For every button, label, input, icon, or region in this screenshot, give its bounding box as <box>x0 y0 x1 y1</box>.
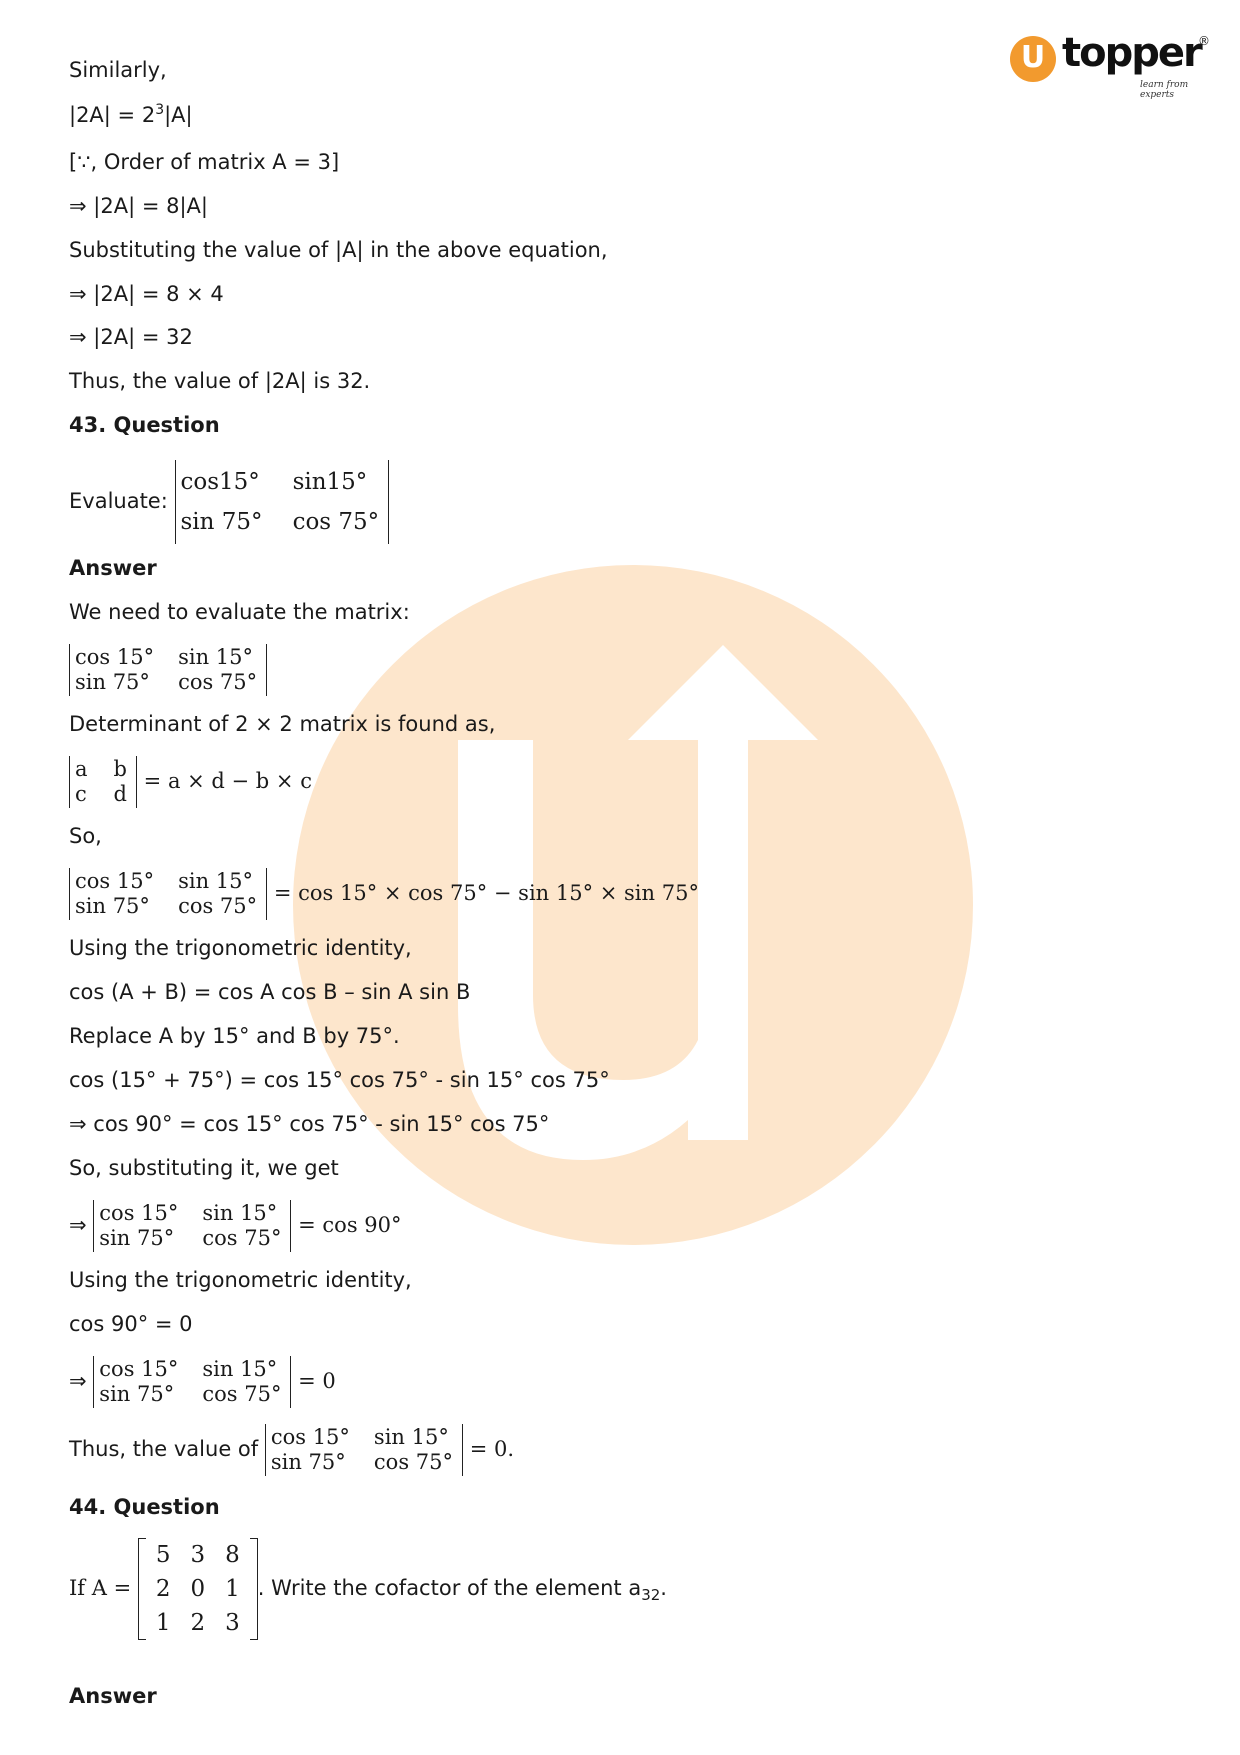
det-cell: cos 75° <box>178 894 258 918</box>
det-equals-cos90-line <box>69 1200 402 1252</box>
exponent: 3 <box>155 102 165 118</box>
matrix-cell: 2 <box>190 1610 206 1636</box>
det-cell: sin15° <box>292 469 368 495</box>
evaluate-line <box>69 460 389 544</box>
matrix-cell: 0 <box>190 1576 206 1602</box>
matrix-cell: 1 <box>225 1576 240 1602</box>
text-2a-lhs: |2A| = 2 <box>69 103 156 127</box>
text-if-a: If A = <box>69 1576 132 1600</box>
text-determinant-found: Determinant of 2 × 2 matrix is found as, <box>69 712 496 736</box>
text-thus-32: Thus, the value of |2A| is 32. <box>69 369 371 393</box>
text-cofactor: . Write the cofactor of the element a <box>257 1576 642 1600</box>
text-period: . <box>660 1576 667 1600</box>
text-evaluate: Evaluate: <box>69 489 168 513</box>
matrix-cell: 2 <box>155 1576 171 1602</box>
implies-arrow: ⇒ <box>69 1213 87 1237</box>
det-cell: cos 75° <box>292 509 380 535</box>
text-cos-90: ⇒ cos 90° = cos 15° cos 75° - sin 15° cos 75° <box>69 1112 550 1136</box>
question-44-heading: 44. Question <box>69 1495 220 1519</box>
det-cell: sin 75° <box>75 894 150 918</box>
question-43-heading: 43. Question <box>69 413 220 437</box>
det-cell: cos 75° <box>178 670 258 694</box>
det-cell: sin 75° <box>180 509 263 535</box>
det-cell: cos 15° <box>99 1357 179 1381</box>
det-cell: a <box>75 757 88 781</box>
expansion-formula: = cos 15° × cos 75° − sin 15° × sin 75° <box>273 881 699 905</box>
equals-cos90: = cos 90° <box>298 1213 402 1237</box>
determinant <box>69 644 267 696</box>
matrix-cell: 1 <box>155 1610 171 1636</box>
determinant <box>69 868 267 920</box>
text-cos90-zero: cos 90° = 0 <box>69 1312 193 1336</box>
text-using-identity-1: Using the trigonometric identity, <box>69 936 412 960</box>
det-equals-zero-line <box>69 1356 336 1408</box>
answer-44-heading: Answer <box>69 1684 157 1708</box>
element-subscript: 32 <box>641 1586 661 1605</box>
thus-value-line <box>69 1424 514 1476</box>
topper-logo <box>1010 30 1210 100</box>
text-abs-a: |A| <box>164 103 193 127</box>
text-so: So, <box>69 824 102 848</box>
matrix-cell: 5 <box>155 1542 171 1568</box>
det-cell: cos 75° <box>202 1382 282 1406</box>
det-cell: sin 15° <box>178 869 253 893</box>
det-cell: cos15° <box>180 469 260 495</box>
text-cos-sum-identity: cos (A + B) = cos A cos B – sin A sin B <box>69 980 471 1004</box>
text-similarly: Similarly, <box>69 58 167 82</box>
det-cell: cos 15° <box>270 1425 350 1449</box>
logo-wordmark: topper <box>1062 30 1201 76</box>
text-2a-8a: ⇒ |2A| = 8|A| <box>69 194 208 218</box>
text-thus-value: Thus, the value of <box>69 1437 259 1461</box>
det-cell: cos 15° <box>99 1201 179 1225</box>
det-cell: cos 75° <box>373 1450 453 1474</box>
det-cell: sin 15° <box>202 1201 278 1225</box>
registered-mark: ® <box>1198 34 1210 48</box>
det-cell: sin 75° <box>99 1382 175 1406</box>
text-using-identity-2: Using the trigonometric identity, <box>69 1268 412 1292</box>
text-substituting: Substituting the value of |A| in the above equation, <box>69 238 608 262</box>
logo-tagline: learn from experts <box>1140 80 1189 100</box>
formula-ad-bc: = a × d − b × c <box>143 769 312 793</box>
determinant-expansion-line <box>69 868 699 920</box>
matrix-cell: 3 <box>190 1542 206 1568</box>
answer-43-heading: Answer <box>69 556 157 580</box>
determinant <box>93 1356 291 1408</box>
det-cell: cos 15° <box>75 645 155 669</box>
text-2a-32: ⇒ |2A| = 32 <box>69 325 193 349</box>
matrix-cell: 3 <box>225 1610 240 1636</box>
determinant-abcd-line <box>69 756 312 808</box>
det-cell: cos 15° <box>75 869 155 893</box>
determinant <box>265 1424 463 1476</box>
text-order: [∵, Order of matrix A = 3] <box>69 150 340 174</box>
logo-mark: U <box>1010 36 1056 82</box>
text-substituting-get: So, substituting it, we get <box>69 1156 339 1180</box>
text-replace: Replace A by 15° and B by 75°. <box>69 1024 400 1048</box>
matrix-cell: 8 <box>225 1542 240 1568</box>
det-cell: sin 75° <box>75 670 150 694</box>
text-2a-power <box>69 102 193 127</box>
text-need-evaluate: We need to evaluate the matrix: <box>69 600 410 624</box>
det-cell: sin 75° <box>99 1226 175 1250</box>
det-cell: c <box>75 782 87 806</box>
matrix-a <box>138 1538 258 1640</box>
det-cell: cos 75° <box>202 1226 282 1250</box>
text-2a-8x4: ⇒ |2A| = 8 × 4 <box>69 282 224 306</box>
det-cell: sin 15° <box>202 1357 278 1381</box>
equals-zero-final: = 0. <box>469 1437 514 1461</box>
det-cell: d <box>113 782 127 806</box>
matrix-a-line <box>69 1538 667 1640</box>
det-cell: sin 75° <box>270 1450 346 1474</box>
implies-arrow: ⇒ <box>69 1369 87 1393</box>
determinant-evaluate <box>175 460 390 544</box>
determinant <box>93 1200 291 1252</box>
text-cos-15-75: cos (15° + 75°) = cos 15° cos 75° - sin 15° cos 75° <box>69 1068 610 1092</box>
equals-zero: = 0 <box>298 1369 336 1393</box>
det-cell: sin 15° <box>178 645 253 669</box>
determinant-abcd <box>69 756 137 808</box>
det-cell: b <box>113 757 127 781</box>
det-cell: sin 15° <box>373 1425 449 1449</box>
determinant-display-1 <box>69 644 267 696</box>
